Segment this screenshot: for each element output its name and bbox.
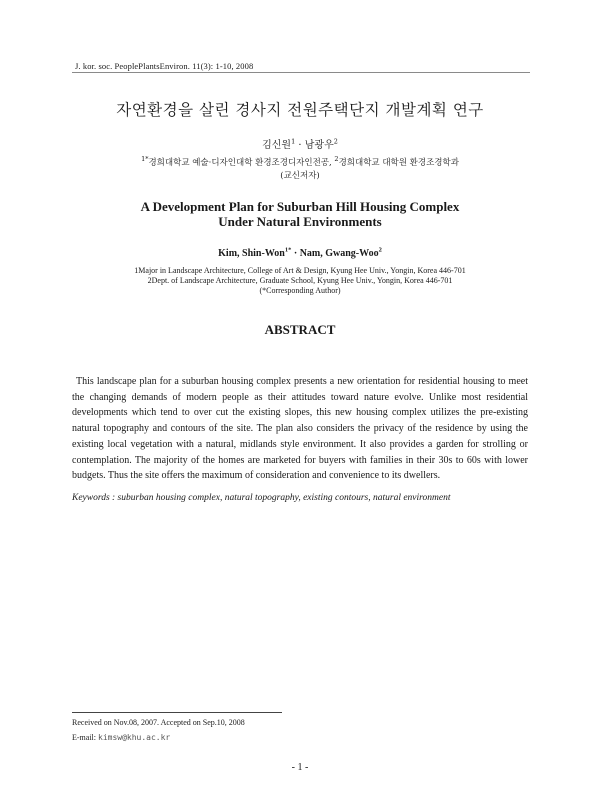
korean-author-separator: · xyxy=(295,140,305,151)
english-author-separator: · xyxy=(291,248,300,259)
korean-affiliation-line xyxy=(60,157,540,170)
english-author1-sup: 1* xyxy=(284,246,292,254)
footnote-rule xyxy=(72,712,282,713)
abstract-heading: ABSTRACT xyxy=(264,322,336,337)
english-title-line2: Under Natural Environments xyxy=(218,214,382,229)
header-rule xyxy=(72,72,530,73)
running-head: J. kor. soc. PeoplePlantsEnviron. 11(3): 1-10, 2008 xyxy=(75,61,254,71)
english-corresponding: (*Corresponding Author) xyxy=(259,286,341,295)
english-authors xyxy=(60,248,540,259)
email-line xyxy=(72,733,170,742)
english-affiliation-1: 1Major in Landscape Architecture, College of Art & Design, Kyung Hee Univ., Yongin, Korea 446-701 xyxy=(134,266,466,275)
english-affiliation-2: 2Dept. of Landscape Architecture, Graduate School, Kyung Hee Univ., Yongin, Korea 446-701 xyxy=(147,276,453,285)
korean-author2: 남광우 xyxy=(304,140,334,151)
korean-corresponding: (교신저자) xyxy=(280,171,320,181)
english-title xyxy=(60,199,540,229)
english-title-line1: A Development Plan for Suburban Hill Housing Complex xyxy=(140,199,460,214)
korean-aff-sup2: 2 xyxy=(334,155,339,164)
korean-authors xyxy=(60,136,540,151)
english-author2: Nam, Gwang-Woo xyxy=(299,248,379,259)
korean-author1-sup: 1 xyxy=(291,137,296,146)
email-label: E-mail: xyxy=(72,733,98,742)
abstract-body: This landscape plan for a suburban housing complex presents a new orientation for residential housing to meet the changing demands of modern people as their attitudes toward nature evolve. Unlike most residential developments which tend to over cut the existing slopes, this new housing complex utilizes the pre-existing natural topography and contours of the site. The plan also considers the privacy of the residence by using the existing local vegetation with a natural, midlands style environment. It also provides a garden for strolling or contemplation. The majority of the homes are marketed for buyers with families in their 30s to 60s with lower budgets. Thus the site offers the maximum of consideration and convenience to its dwellers. xyxy=(72,376,528,482)
english-affiliations xyxy=(60,266,540,296)
email-address: kimsw@khu.ac.kr xyxy=(98,733,171,742)
received-date: Received on Nov.08, 2007. Accepted on Sep.10, 2008 xyxy=(72,718,245,727)
korean-aff-part2: 경희대학교 대학원 환경조경학과 xyxy=(338,158,459,168)
page-number: - 1 - xyxy=(291,762,309,773)
korean-author2-sup: 2 xyxy=(333,137,338,146)
korean-title: 자연환경을 살린 경사지 전원주택단지 개발계획 연구 xyxy=(116,101,484,119)
english-author1: Kim, Shin-Won xyxy=(218,248,285,259)
english-author2-sup: 2 xyxy=(378,246,382,254)
korean-affiliations xyxy=(60,157,540,183)
korean-author1: 김신원 xyxy=(262,140,292,151)
korean-aff-part1: 경희대학교 예술·디자인대학 환경조경디자인전공, xyxy=(148,158,335,168)
keywords: Keywords : suburban housing complex, natural topography, existing contours, natural environment xyxy=(72,493,451,503)
korean-aff-sup1: 1* xyxy=(141,155,149,164)
